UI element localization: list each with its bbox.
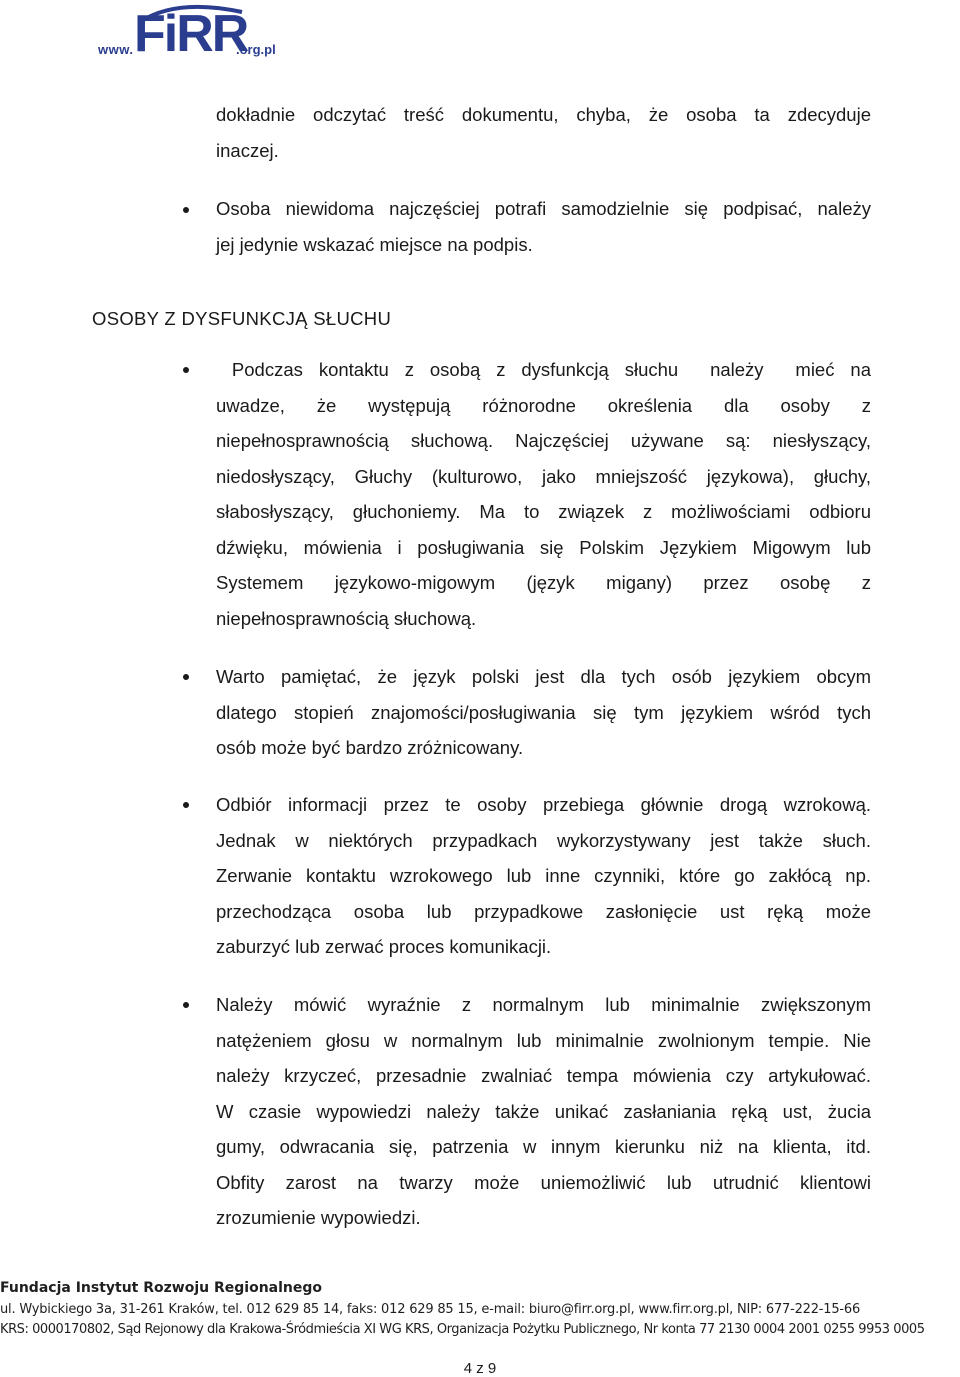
text-line: Odbiór informacji przez te osoby przebiega głównie drogą wzrokową. bbox=[216, 794, 871, 815]
footer-address: ul. Wybickiego 3a, 31-261 Kraków, tel. 012 629 85 14, faks: 012 629 85 15, e-mail: biuro@firr.org.pl, www.firr.org.pl, NIP: 677-222-15-66 bbox=[0, 1302, 861, 1317]
text-line: dlatego stopień znajomości/posługiwania się tym językiem wśród tych bbox=[216, 701, 871, 723]
intro-paragraph bbox=[216, 97, 871, 168]
logo-www: www. bbox=[98, 42, 134, 57]
page-number: 4 z 9 bbox=[463, 1360, 497, 1377]
text-line: uwadze, że występują różnorodne określenia dla osoby z bbox=[216, 394, 871, 416]
bullet-icon bbox=[183, 802, 189, 808]
text-line: Obfity zarost na twarzy może uniemożliwić lub utrudnić klientowi bbox=[216, 1171, 871, 1193]
text-line: W czasie wypowiedzi należy także unikać zasłaniania ręką ust, żucia bbox=[216, 1100, 871, 1122]
text-line: jej jedynie wskazać miejsce na podpis. bbox=[216, 233, 533, 255]
firr-logo[interactable] bbox=[98, 4, 298, 66]
text-line: Podczas kontaktu z osobą z dysfunkcją słuchu należy mieć na bbox=[216, 359, 871, 380]
text-line: niepełnosprawnością słuchową. Najczęściej używane są: niesłyszący, bbox=[216, 430, 871, 451]
footer-registry: KRS: 0000170802, Sąd Rejonowy dla Krakowa-Śródmieścia XI WG KRS, Organizacja Pożytku Publicznego, Nr konta 77 2130 0004 2001 0255 9953 0005 bbox=[0, 1322, 925, 1337]
text-line: Warto pamiętać, że język polski jest dla tych osób językiem obcym bbox=[216, 666, 871, 687]
text-line: zrozumienie wypowiedzi. bbox=[216, 1207, 421, 1228]
bullet-visual-reception bbox=[216, 787, 871, 965]
text-line: Należy mówić wyraźnie z normalnym lub minimalnie zwiększonym bbox=[216, 994, 871, 1015]
text-line: dokładnie odczytać treść dokumentu, chyba, że osoba ta zdecyduje bbox=[216, 104, 871, 125]
bullet-icon bbox=[183, 207, 189, 213]
text-line: dźwięku, mówienia i posługiwania się Polskim Językiem Migowym lub bbox=[216, 536, 871, 558]
logo-tld: .org.pl bbox=[236, 42, 276, 57]
text-line: niedosłyszący, Głuchy (kulturowo, jako mniejszość językowa), głuchy, bbox=[216, 465, 871, 487]
section-heading: OSOBY Z DYSFUNKCJĄ SŁUCHU bbox=[92, 308, 392, 329]
text-line: natężeniem głosu w normalnym lub minimalnie zwolnionym tempie. Nie bbox=[216, 1029, 871, 1051]
text-line: inaczej. bbox=[216, 139, 279, 161]
bullet-speaking-clearly bbox=[216, 987, 871, 1236]
text-line: Systemem językowo-migowym (język migany) przez osobę z bbox=[216, 572, 871, 593]
text-line: osób może być bardzo zróżnicowany. bbox=[216, 737, 524, 758]
text-line: Osoba niewidoma najczęściej potrafi samodzielnie się podpisać, należy bbox=[216, 198, 871, 219]
text-line: przechodząca osoba lub przypadkowe zasłonięcie ust ręką może bbox=[216, 900, 871, 922]
bullet-icon bbox=[183, 674, 189, 680]
text-line: Jednak w niektórych przypadkach wykorzystywany jest także słuch. bbox=[216, 829, 871, 851]
bullet-polish-language bbox=[216, 659, 871, 766]
bullet-icon bbox=[183, 367, 189, 373]
bullet-blind-signature bbox=[216, 191, 871, 262]
footer-organization: Fundacja Instytut Rozwoju Regionalnego bbox=[0, 1280, 323, 1296]
text-line: niepełnosprawnością słuchową. bbox=[216, 607, 477, 629]
text-line: zaburzyć lub zerwać proces komunikacji. bbox=[216, 936, 552, 957]
text-line: należy krzyczeć, przesadnie zwalniać tempa mówienia czy artykułować. bbox=[216, 1065, 871, 1086]
text-line: Zerwanie kontaktu wzrokowego lub inne czynniki, które go zakłócą np. bbox=[216, 865, 871, 886]
bullet-icon bbox=[183, 1002, 189, 1008]
logo-brand: FiRR bbox=[134, 5, 248, 63]
bullet-terminology bbox=[216, 352, 871, 636]
text-line: gumy, odwracania się, patrzenia w innym kierunku niż na klienta, itd. bbox=[216, 1136, 871, 1157]
text-line: słabosłyszący, głuchoniemy. Ma to związek z możliwościami odbioru bbox=[216, 501, 871, 522]
